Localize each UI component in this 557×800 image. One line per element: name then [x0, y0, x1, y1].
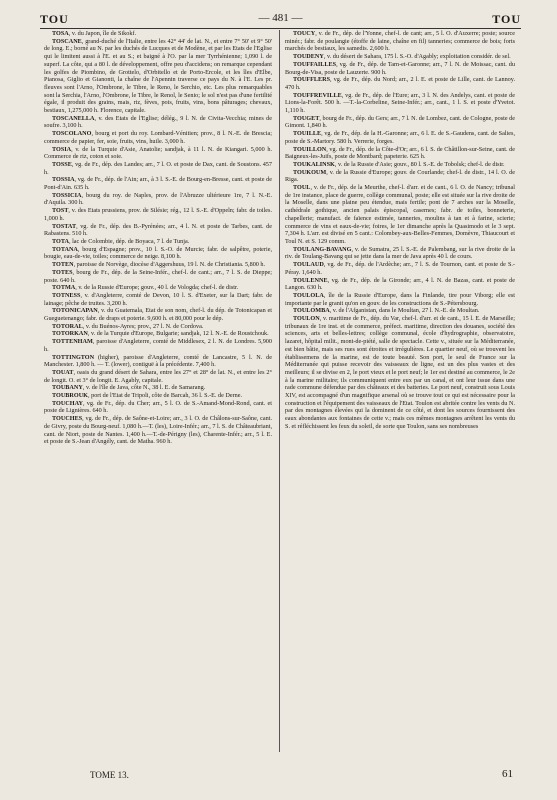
entry-text: , v. de Sumatra, 25 l. S.-E. de Palembang, sur la rive droite de la riv. de Toulang-Bavang qui se jette dans la mer de Java après 40 l. de cours. — [285, 245, 515, 261]
entry-headword: TOTMA — [52, 284, 76, 292]
entry-headword: TOUFFLERS — [293, 76, 331, 84]
entry-text: , v. de la Russie d'Asie; gouv., 80 l. S.-E. de Tobolsk; chef-l. de distr. — [334, 160, 505, 168]
entry-text: , v. du désert de Sahara, 175 l. S.-O. d'Agably; exploitation considér. de sel. — [323, 53, 511, 61]
header-right-guide-word: TOU — [492, 12, 521, 26]
dictionary-entry — [44, 38, 272, 115]
entry-text: , v. de l'île de Java, côte N., 38 l. E. de Samarang. — [82, 384, 206, 392]
volume-label: TOME 13. — [90, 770, 129, 780]
entry-headword: TOUCY — [293, 30, 316, 37]
entry-headword: TOSSIA — [52, 176, 75, 184]
entry-headword: TOTES — [52, 268, 73, 276]
entry-text: , v. de la Russie d'Europe; gouv., 40 l. de Vologda; chef-l. de distr. — [75, 284, 239, 292]
entry-text: , v. du Japon, île de Sikokf. — [68, 30, 137, 37]
header-left-guide-word: TOU — [40, 12, 69, 26]
entry-headword: TOSA — [52, 30, 69, 37]
entry-headword: TOSCOLANO — [52, 130, 92, 138]
column-divider — [279, 30, 280, 752]
dictionary-entry — [285, 169, 515, 184]
entry-text: , bourg d'Espagne; prov., 10 l. S.-O. de Murcie; fabr. de salpêtre, poterie, bougie, eau-de-vie, toiles; commerce de neige. 8,100 h. — [44, 245, 272, 261]
entry-headword: TOTORAL — [52, 322, 83, 330]
dictionary-entry — [44, 146, 272, 161]
dictionary-entry — [285, 92, 515, 115]
entry-headword: TOSSE — [52, 160, 72, 168]
entry-headword: TOUKALINSK — [293, 160, 335, 168]
dictionary-entry — [285, 184, 515, 246]
dictionary-entry — [44, 269, 272, 284]
entry-text: , v. de Fr., dép. de la Meurthe, chef-l. d'arr. et de cant., 6 l. O. de Nancy; tribunal de 1re instance, place de guerre, collège communal, poste; elle est située sur la rive droite de la Moselle, dans une plaine peu étendue, mais fertile; pont de 7 arches sur la Moselle, cathédrale gothique, ancien palais épiscopal, casernes; fabr. de toiles, bonneterie, chapellerie; manufact. de faïence estimée, tanneries, moulins à tan et à farine, scierie; commerce de vins et eaux-de-vie; foires, le 1er dimanche après la Quasimodo et le 3 sept. 7,304 h. L'arr. est divisé en 5 cant.: Colombey-aux-Belles-Femmes, Domèvre, Thiaucourt et Toul N. et S. 129 comm. — [285, 184, 515, 245]
entry-headword: TOTANA — [52, 245, 78, 253]
entry-text: , v. de la Turquie d'Asie, Anatolie; sandjak, à 11 l. N. de Kiangari. 5,000 h. Commerce de riz, coton et soie. — [44, 145, 272, 161]
dictionary-entry — [285, 130, 515, 145]
entry-text: , vg. de Fr., dép. des B.-Pyrénées; arr., 4 l. N. et poste de Tarbes, cant. de Rabastens. 510 h. — [44, 222, 272, 238]
dictionary-entry — [44, 354, 272, 369]
entry-headword: TOUILLE — [293, 130, 322, 138]
dictionary-entry — [44, 392, 272, 400]
entry-headword: TOULOMBA — [293, 307, 330, 315]
entry-text: , lac de Colombie, dép. de Boyaca, 7 l. de Tunja. — [68, 237, 190, 245]
entry-text: , vg. de Fr., dép. du Nord; arr., 2 l. E. et poste de Lille, cant. de Lannoy. 470 h. — [285, 76, 515, 91]
signature-mark: 61 — [502, 768, 513, 780]
dictionary-entry — [44, 246, 272, 261]
dictionary-entry — [285, 161, 515, 169]
dictionary-entry — [285, 61, 515, 76]
entry-text: , paroisse de Norvège, diocèse d'Aggershuus, 19 l. N. de Christiania. 5,800 h. — [73, 261, 266, 269]
entry-headword: TOTONICAPAN — [52, 307, 98, 315]
entry-text: (higher), paroisse d'Angleterre, comté de Lancastre, 5 l. N. de Manchester. 1,800 h. — T. (lower), contiguë à la précédente. 7,400 h. — [44, 353, 272, 369]
dictionary-entry — [285, 277, 515, 292]
entry-headword: TOULOLA — [293, 291, 324, 299]
entry-headword: TOTEN — [52, 261, 74, 269]
entry-headword: TOUAT — [52, 368, 74, 376]
entry-text: , v. de la Russie d'Europe; gouv. de Courlande; chef-l. de distr., 14 l. O. de Riga. — [285, 168, 515, 184]
entry-text: , v. du Buénos-Ayres; prov., 27 l. N. de Cordova. — [82, 322, 204, 330]
entry-text: , port de l'Etat de Tripoli, côte de Barcah, 36 l. S.-E. de Derne. — [88, 392, 243, 400]
entry-headword: TOULANG-BAVANG — [293, 245, 352, 253]
dictionary-entry — [285, 76, 515, 91]
entry-headword: TOUILLON — [293, 145, 327, 153]
dictionary-entry — [44, 176, 272, 191]
left-column — [44, 30, 272, 446]
entry-text: , vg. de Fr., dép. de Saône-et-Loire; arr., 3 l. O. de Châlons-sur-Saône, cant. de Givry, poste du Bourg-neuf. 1,080 h.—T. (les), Loire-Infér.; arr., 7 l. S. de Châteaubriant, cant. de Niort, poste de Nantes. 1,400 h.—T.-de-Périgny (les), Charente-Infér.; arr., 5 l. E. et poste de S.-Jean d'Angély, cant. de Matha. 960 h. — [44, 415, 272, 446]
dictionary-entry — [44, 400, 272, 415]
header-rule — [40, 28, 521, 29]
entry-headword: TOTTINGTON — [52, 353, 95, 361]
entry-text: , bourg et port du roy. Lombard-Vénitien; prov., 8 l. N.-E. de Brescia; commerce de papier, fer, soie, fruits, vins, huile. 3,000 h. — [44, 130, 272, 145]
entry-headword: TOUCHES — [52, 415, 83, 423]
entry-text: , vg. de Fr., dép. du Cher; arr., 5 l. O. de S.-Amand-Mond-Rond, cant. et poste de Lignières. 640 h. — [44, 399, 272, 415]
dictionary-entry — [44, 415, 272, 446]
entry-text: , île de la Russie d'Europe, dans la Finlande, tire pour Viborg; elle est importante par le granit qu'on en gouv. de les constructions de S.-Pétersbourg. — [285, 291, 515, 307]
entry-headword: TOTTENHAM — [52, 338, 93, 346]
dictionary-entry — [44, 292, 272, 307]
entry-text: , v. de Fr., dép. de l'Yonne, chef-l. de cant; arr., 5 l. O. d'Auxerre; poste; source minér.; fabr. de poulangie (étoffe de laine, chaîne en fil) tanneries; commerce de bois; forts marchés de bestiaux, les samedis. 2,600 h. — [285, 30, 515, 53]
entry-headword: TOULON — [293, 315, 320, 323]
entry-text: , oasis du grand désert de Sahara, entre les 27° et 28° de lat. N., et entre les 2° de longit. O. et 3° de longit. E. Agably, capitale. — [44, 368, 272, 384]
entry-text: , v. maritime de Fr., dép. du Var, chef-l. d'arr. et de cant., 15 l. E. de Marseille; tribunaux de 1re inst. et de commerce, préfect. maritime, direction des douanes, société des sciences, arts et belles-lettres; collège communal, école d'hydrographie, observatoire, lazaret, hôpital milit., mont-de-piété, salle de spectacle. Cette v., située sur la Méditerranée, est bien bâtie, mais ses rues sont étroites et irrégulières. Le quartier neuf, où se trouvent les établissemens de la marine, est de toute beauté. Son port, le seul de France sur la Méditerranée qui puisse recevoir des vaisseaux de ligne, est un des plus vastes et des meilleurs; il se divise en 2, le port vieux et le port neuf; le 1er est destiné au commerce, le 2e à la marine militaire; ils communiquent entre eux par un canal, et ont leur issue dans une rade commune défendue par des châteaux et des batteries. Le port neuf, construit sous Louis XIV, est accompagné d'un magnifique arsenal où se trouve tout ce qui est nécessaire pour la construction et l'équipement des vaisseaux de l'Etat. Toulon est abritée contre les vents du N. par des montagnes élevées qui la dominent de ce côté, et dont les sources fournissent des eaux abondantes aux fontaines de cette v.; mais ces mêmes montagnes arrêtent les vents du S. et réfléchissent les feux du soleil, de sorte que Toulon, sans ses nombreuses — [285, 315, 515, 430]
entry-headword: TOULAUD — [293, 261, 324, 269]
dictionary-entry — [44, 284, 272, 292]
page-footer — [90, 768, 521, 784]
entry-text: , bourg du roy. de Naples, prov. de l'Abruzze ultérieure 1re, 7 l. N.-E. d'Aquila. 300 h. — [44, 191, 272, 207]
entry-text: , v. d'Angleterre, comté de Devon, 10 l. S. d'Exeter, sur la Dart; fabr. de lainage; pêche de truites. 3,200 h. — [44, 291, 272, 307]
entry-text: , v. des Etats prussiens, prov. de Silésie; rég., 12 l. S.-E. d'Oppeln; fabr. de toiles. 1,000 h. — [44, 207, 272, 222]
entry-headword: TOULENNE — [293, 276, 328, 284]
dictionary-entry — [44, 161, 272, 176]
entry-text: , vg. de Fr., dép. de l'Ardèche; arr., 7 l. S. de Tournon, cant. et poste de S.-Péray. 1,640 h. — [285, 261, 515, 276]
dictionary-entry — [44, 307, 272, 322]
entry-text: , v. de l'Afganistan, dans le Moultan, 27 l. N.-E. de Moultan. — [329, 307, 480, 315]
entry-headword: TOTNESS — [52, 291, 81, 299]
entry-text: , vg. de Fr., dép. de la Gironde; arr., 4 l. N. de Bazas, cant. et poste de Langon. 630 h. — [285, 276, 515, 292]
entry-headword: TOUDENY — [293, 53, 324, 61]
dictionary-entry — [44, 338, 272, 353]
dictionary-entry — [285, 292, 515, 307]
entry-text: , vg. de Fr., dép. de la Côte-d'Or; arr., 6 l. S. de Châtillon-sur-Seine, cant. de Baigneux-les-Juifs, poste de Montbard; papeterie. 625 h. — [285, 145, 515, 161]
entry-text: , v. de la Turquie d'Europe, Bulgarie; sandjak, 12 l. N.-E. de Roustchouk. — [87, 330, 269, 338]
entry-text: , vg. de Fr., dép. de Tarn-et-Garonne; arr., 7 l. N. de Moissac, cant. du Bourg-de-Visa, poste de Lauzerte. 900 h. — [285, 60, 515, 76]
dictionary-entry — [44, 207, 272, 222]
entry-text: , bourg de Fr., dép. du Gers; arr., 7 l. N. de Lombez, cant. de Cologne, poste de Gimont. 1,840 h. — [285, 114, 515, 130]
entry-text: , vg. de Fr., dép. des Landes; arr., 7 l. O. et poste de Dax, cant. de Soustons. 457 h. — [44, 160, 272, 176]
dictionary-entry — [44, 30, 272, 38]
dictionary-entry — [44, 369, 272, 384]
entry-text: , paroisse d'Angleterre, comté de Middlesex, 2 l. N. de Londres. 5,900 h. — [44, 338, 272, 353]
entry-headword: TOUGET — [293, 114, 320, 122]
dictionary-entry — [44, 192, 272, 207]
entry-headword: TOSSICIA — [52, 191, 82, 199]
right-column — [285, 30, 515, 431]
entry-headword: TOSCANELLA — [52, 114, 95, 122]
dictionary-entry — [44, 130, 272, 145]
dictionary-entry — [44, 223, 272, 238]
entry-text: , grand-duché de l'Italie, entre les 42° 44' de lat. N., et entre 7° 50' et 9° 50' de long. E.; borné au N. par les duchés de Lucques et de Modène, et par les Etats de l'Eglise qui le limitent aussi à l'E. et au S.; et baigné à l'O. par la mer Tyrrhénienne; 1,090 l. de superf. La côte, qui a 80 l. de développement, offre peu d'accidens; on remarque cependant les golfes de Piombino, de Grottelo, d'Orbitello et de Porto-Ercole, et les îles d'Elbe, Pianosa, Giglio et Gianonti, la chaîne de l'Apennin traverse ce pays du N. à l'E. Les pr. fleuves sont l'Arno, l'Ombrone, le Tibre, le Reno, le Serchio, etc. Les plus remarquables sont la Serchia, l'Arno, l'Ombrone, le Tibre, le Renol, le Senio; le sol n'est pas d'une fertilité égale, il produit des grains, mais, riz, fèves, pois, fruits, vins, bons pâturages; chevaux, bestiaux, 1,275,000 h. Florence, capitale. — [44, 37, 272, 115]
dictionary-entry — [44, 238, 272, 246]
entry-headword: TOUBANY — [52, 384, 83, 392]
entry-headword: TOUFFAILLES — [293, 60, 337, 68]
dictionary-entry — [44, 384, 272, 392]
entry-headword: TOTA — [52, 237, 69, 245]
dictionary-entry — [44, 261, 272, 269]
entry-headword: TOUKOUM — [293, 168, 327, 176]
dictionary-entry — [285, 115, 515, 130]
dictionary-entry — [285, 53, 515, 61]
entry-headword: TOUBROUK — [52, 392, 88, 400]
dictionary-entry — [44, 115, 272, 130]
dictionary-entry — [285, 261, 515, 276]
entry-text: , vg. de Fr., dép. de l'Ain; arr., à 3 l. S.-E. de Bourg-en-Bresse, cant. et poste de Pont-d'Ain. 635 h. — [44, 176, 272, 192]
dictionary-entry — [44, 323, 272, 331]
entry-headword: TOUL — [293, 184, 311, 192]
dictionary-entry — [285, 146, 515, 161]
entry-headword: TOUFFREVILLE — [293, 91, 342, 99]
entry-headword: TOST — [52, 207, 69, 215]
dictionary-entry — [285, 246, 515, 261]
entry-text: , vg. de Fr., dép. de la H.-Garonne; arr., 6 l. E. de S.-Gaudens, cant. de Salies, poste de S.-Martory. 580 h. Verrerie, forges. — [285, 130, 515, 145]
entry-text: , bourg de Fr., dép. de la Seine-Infér., chef-l. de cant.; arr., 7 l. S. de Dieppe; poste. 640 h. — [44, 268, 272, 284]
entry-headword: TOSTAT — [52, 222, 77, 230]
entry-headword: TOSCANE — [52, 37, 82, 45]
page-number: — 481 — — [258, 12, 303, 24]
dictionary-entry — [285, 315, 515, 431]
dictionary-entry — [285, 30, 515, 53]
entry-text: , v. des Etats de l'Eglise; délég., 9 l. N. de Civita-Vecchia; mines de soufre. 3,100 h. — [44, 114, 272, 130]
entry-headword: TOTORKAN — [52, 330, 88, 338]
entry-headword: TOUCHAY — [52, 399, 83, 407]
dictionary-entry — [44, 330, 272, 338]
entry-text: , vg. de Fr., dép. de l'Eure; arr., 3 l. N. des Andelys, cant. et poste de Lions-la-Forêt. 500 h. —T.-la-Corbeline, Seine-Infér.; arr., cant., 1 l. S. et poste d'Yvetot. 1,110 h. — [285, 91, 515, 115]
entry-headword: TOSIA — [52, 145, 72, 153]
dictionary-entry — [285, 307, 515, 315]
entry-text: , v. du Guatemala, Etat de son nom, chef-l. du dép. de Totonicapan et Gueguetenango; fabr. de draps et poterie. 9,600 h. et 80,000 pour le dép. — [44, 307, 272, 323]
